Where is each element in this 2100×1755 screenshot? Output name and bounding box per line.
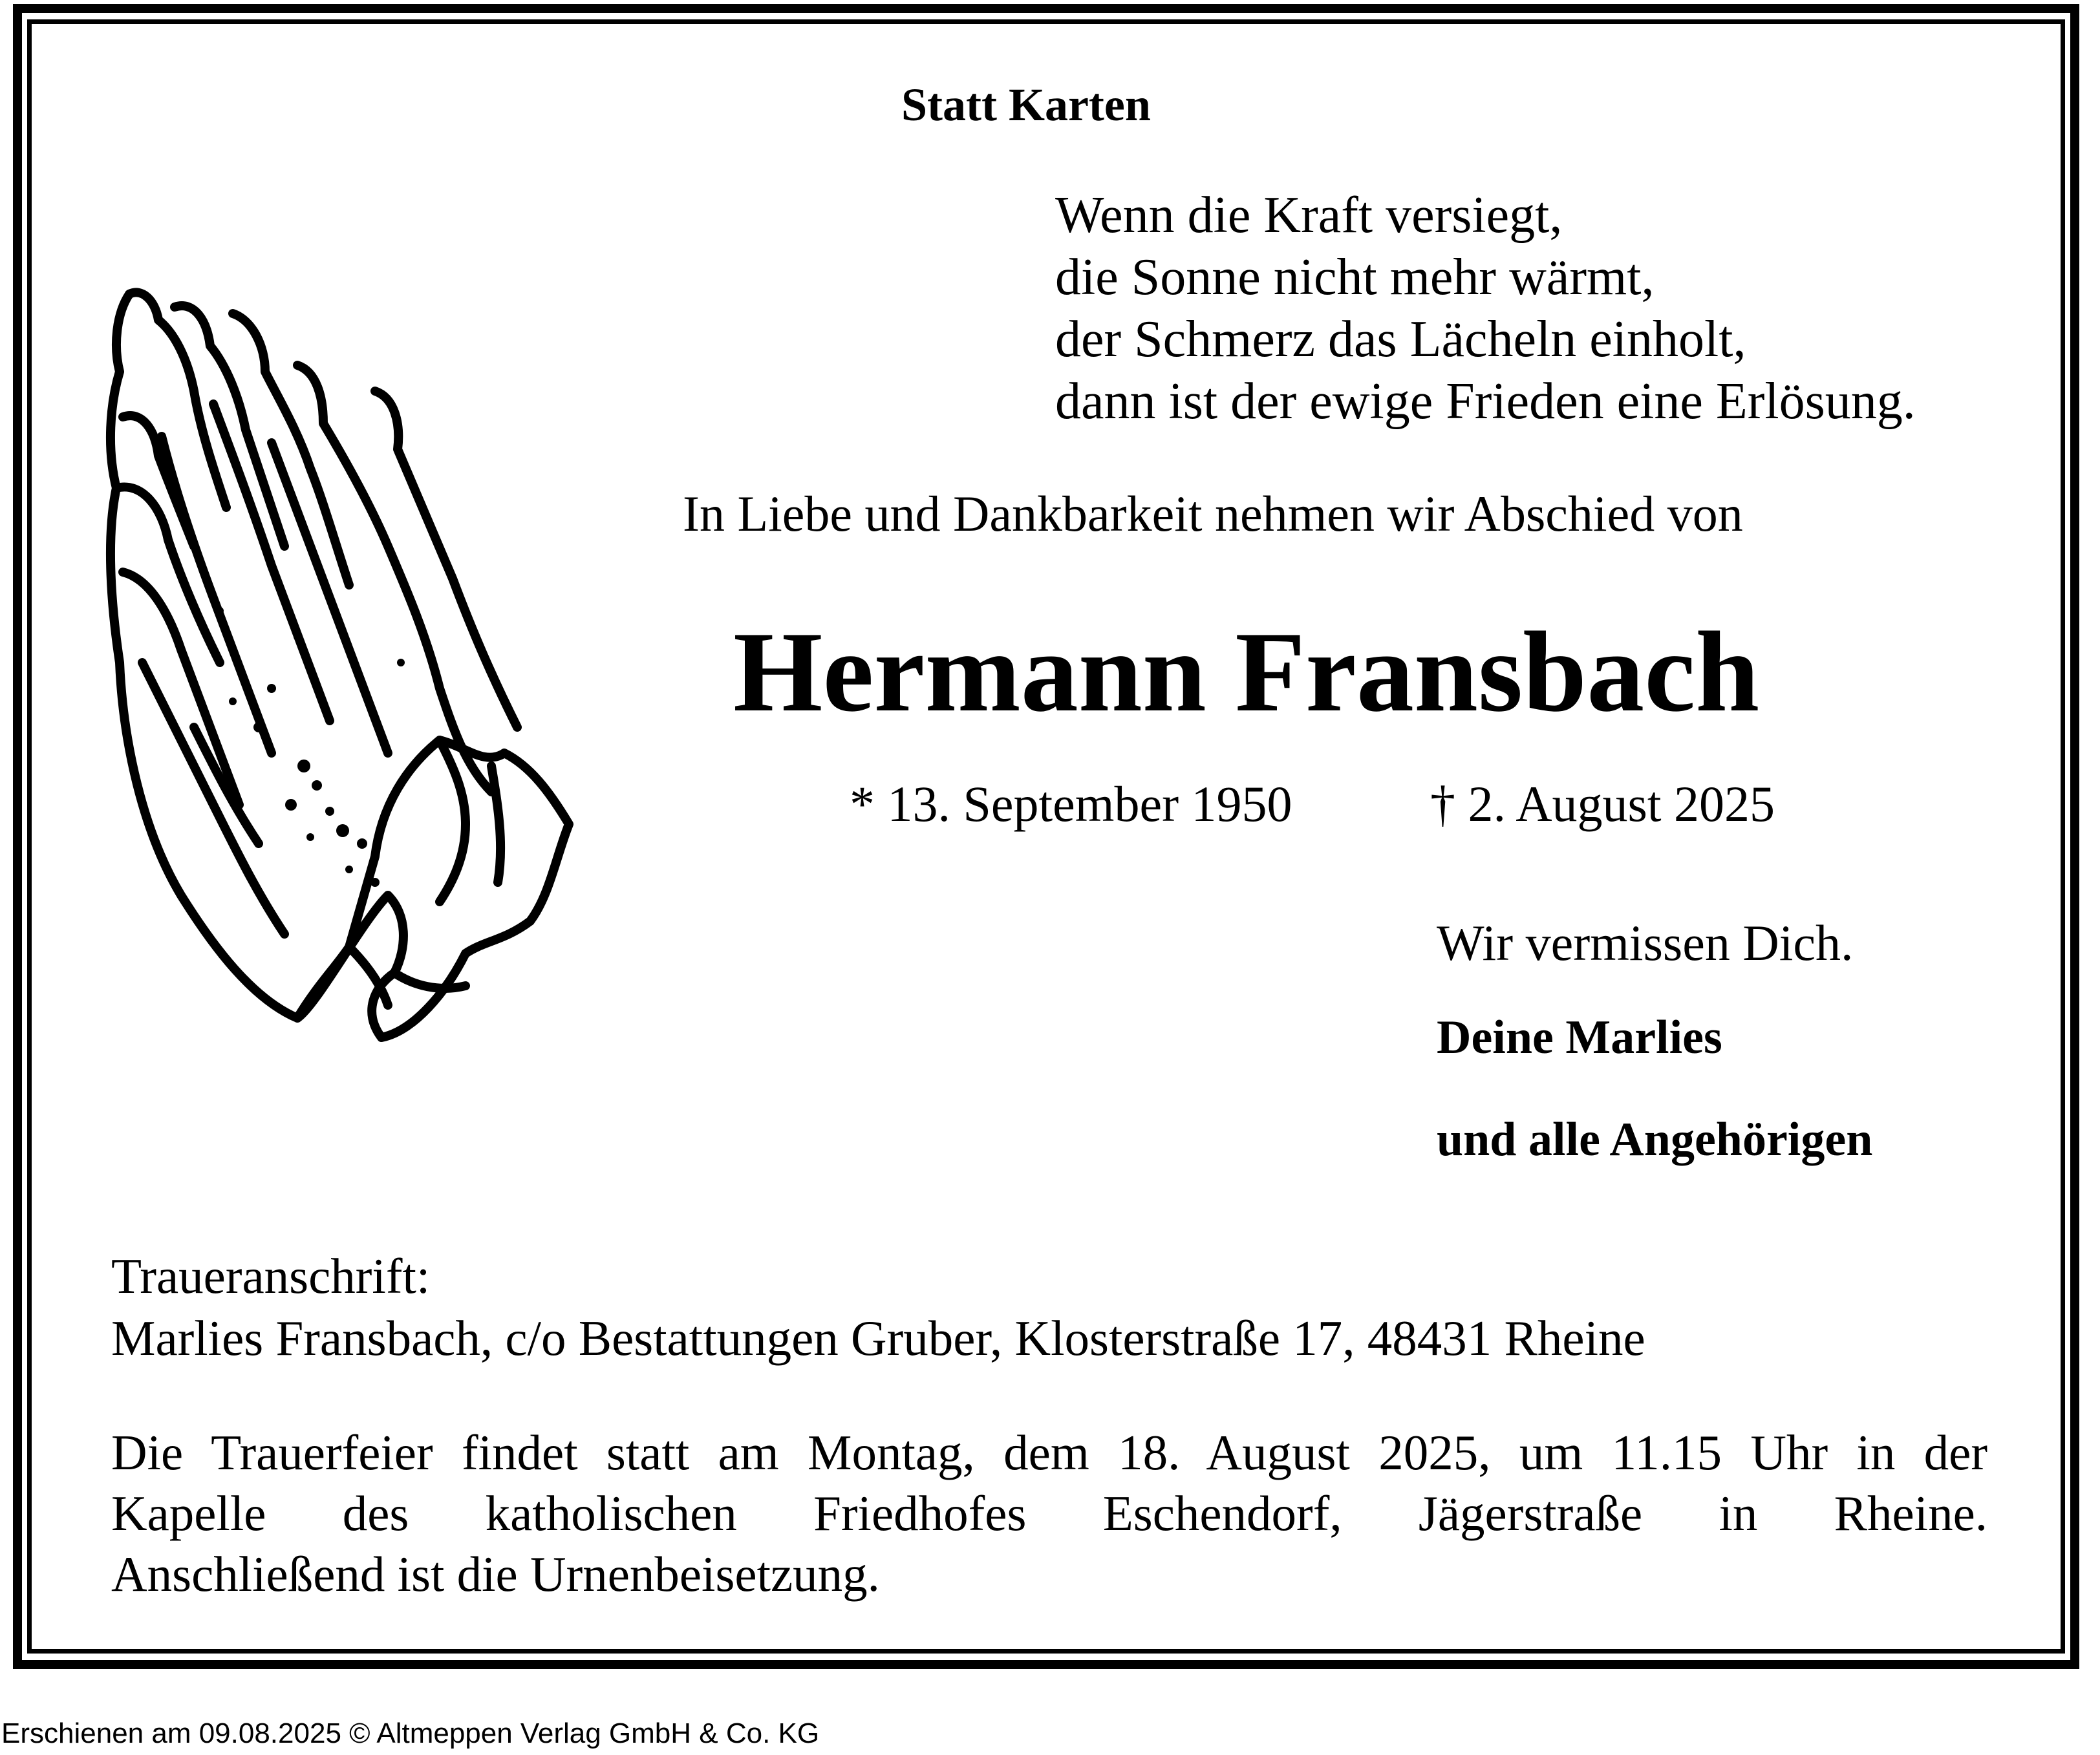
- address: Marlies Fransbach, c/o Bestattungen Gruber, Klosterstraße 17, 48431 Rheine: [111, 1310, 1645, 1366]
- poem-line: dann ist der ewige Frieden eine Erlösung.: [1055, 373, 1916, 430]
- heading: Statt Karten: [901, 79, 1151, 131]
- signature-relatives: und alle Angehörigen: [1437, 1113, 1873, 1166]
- poem-line: der Schmerz das Lächeln einholt,: [1055, 311, 1746, 368]
- ceremony-line: Die Trauerfeier findet statt am Montag, dem 18. August 2025, um 11.15 Uhr in der: [111, 1425, 1988, 1480]
- ceremony-line: Anschließend ist die Urnenbeisetzung.: [111, 1546, 880, 1602]
- publication-credit: Erschienen am 09.08.2025 © Altmeppen Verlag GmbH & Co. KG: [1, 1718, 820, 1749]
- birth-date: * 13. September 1950: [850, 776, 1292, 832]
- praying-hands-icon: [103, 275, 582, 1047]
- ceremony-text: [111, 1422, 1988, 1604]
- ceremony-line: Kapelle des katholischen Friedhofes Eschendorf, Jägerstraße in Rheine.: [111, 1485, 1988, 1541]
- death-date: † 2. August 2025: [1430, 776, 1775, 832]
- intro-text: In Liebe und Dankbarkeit nehmen wir Abschied von: [683, 485, 1743, 542]
- deceased-name: Hermann Fransbach: [733, 608, 1760, 736]
- poem-line: die Sonne nicht mehr wärmt,: [1055, 249, 1655, 306]
- address-label: Traueranschrift:: [111, 1248, 431, 1304]
- signature-marlies: Deine Marlies: [1437, 1011, 1722, 1064]
- miss-line: Wir vermissen Dich.: [1437, 915, 1854, 971]
- poem-line: Wenn die Kraft versiegt,: [1055, 187, 1563, 244]
